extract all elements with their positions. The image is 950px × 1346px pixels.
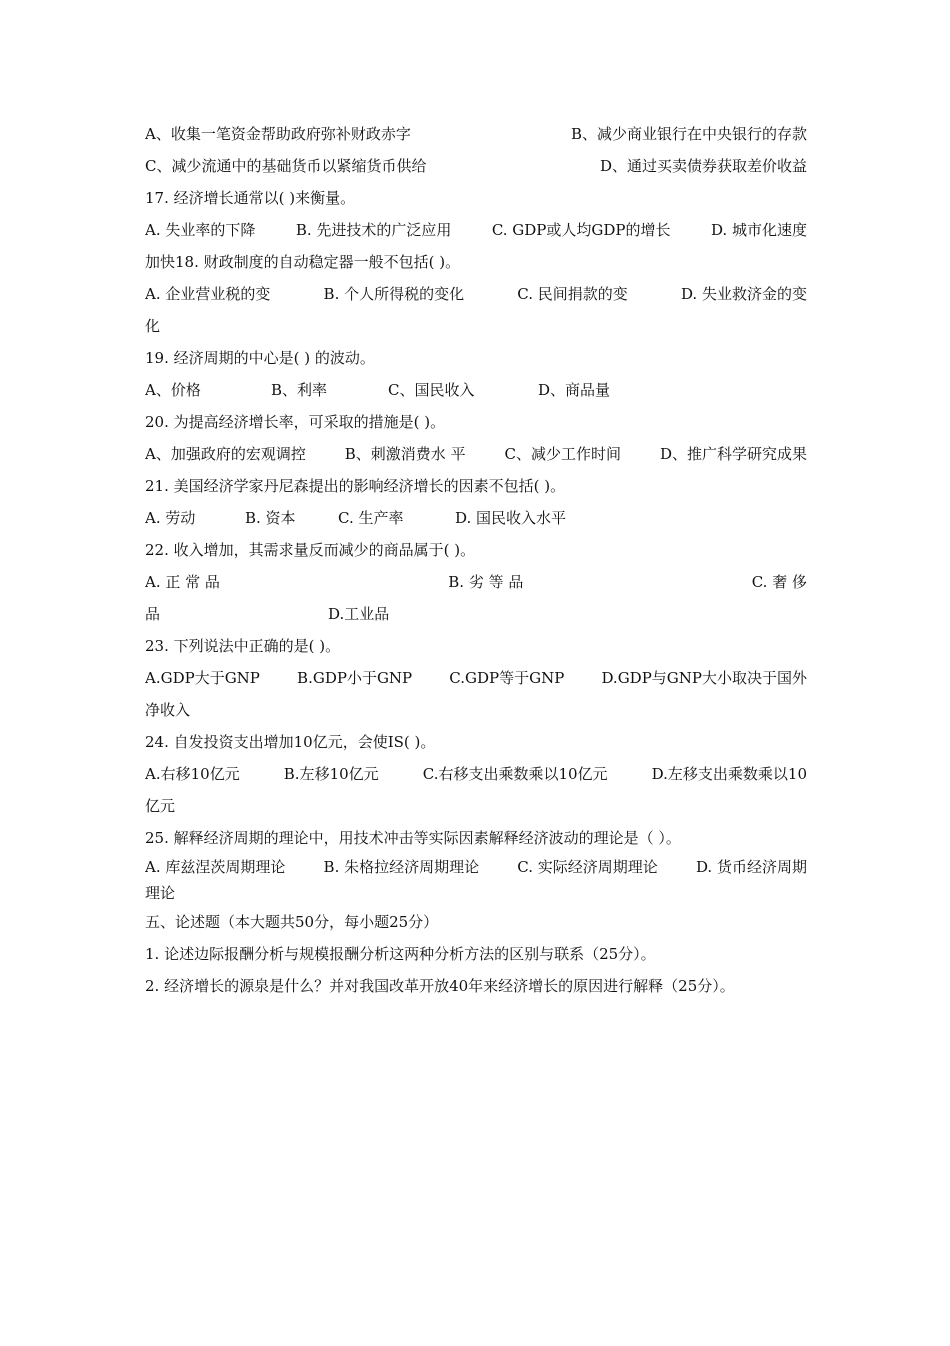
q18-continuation: 化 (145, 317, 161, 335)
option-a: A. 失业率的下降 (145, 221, 256, 239)
option-b: B、减少商业银行在中央银行的存款 (570, 125, 807, 143)
q17-continuation-q18 (145, 246, 807, 278)
option-c: C. 奢 侈 (751, 573, 807, 591)
q21-question: 21. 美国经济学家丹尼森提出的影响经济增长的因素不包括( )。 (145, 477, 566, 495)
option-b: B. 个人所得税的变化 (323, 285, 465, 303)
q17-question: 17. 经济增长通常以( )来衡量。 (145, 189, 356, 207)
option-b: B. 劣 等 品 (448, 573, 524, 591)
q19-options (145, 374, 807, 406)
option-b: B. 朱格拉经济周期理论 (323, 858, 480, 876)
q23-question: 23. 下列说法中正确的是( )。 (145, 637, 341, 655)
option-a: A. 企业营业税的变 (145, 285, 271, 303)
q25-options (145, 854, 807, 880)
q16-options-ab (145, 118, 807, 150)
option-d: D.工业品 (328, 605, 390, 623)
option-b: B. 资本 (245, 509, 296, 527)
q22-options (145, 566, 807, 598)
option-a: A. 库兹涅茨周期理论 (145, 858, 286, 876)
option-a: A、加强政府的宏观调控 (145, 445, 306, 463)
q23-options (145, 662, 807, 694)
q24-options (145, 758, 807, 790)
option-d: D. 货币经济周期 (695, 858, 807, 876)
option-a: A.GDP大于GNP (145, 669, 260, 687)
q20-options (145, 438, 807, 470)
q20-question: 20. 为提高经济增长率，可采取的措施是( )。 (145, 413, 446, 431)
essay-question-2: 2. 经济增长的源泉是什么？并对我国改革开放40年来经济增长的原因进行解释（25分）。 (145, 977, 735, 995)
option-d: D. 城市化速度 (710, 221, 807, 239)
option-a: A.右移10亿元 (145, 765, 240, 783)
option-c: C. 实际经济周期理论 (517, 858, 658, 876)
option-d: D、推广科学研究成果 (659, 445, 807, 463)
essay-question-1: 1. 论述边际报酬分析与规模报酬分析这两种分析方法的区别与联系（25分）。 (145, 945, 656, 963)
option-a: A. 正 常 品 (145, 573, 220, 591)
option-a: A. 劳动 (145, 509, 196, 527)
option-d: D. 国民收入水平 (455, 509, 567, 527)
q25-continuation: 理论 (145, 884, 176, 902)
option-c: C.右移支出乘数乘以10亿元 (422, 765, 608, 783)
q23-continuation: 净收入 (145, 701, 191, 719)
option-c: C. 民间捐款的变 (517, 285, 628, 303)
q22-options-cont (145, 598, 807, 630)
option-b: B、刺激消费水 平 (344, 445, 466, 463)
option-b: B.左移10亿元 (283, 765, 379, 783)
option-c: C. GDP或人均GDP的增长 (491, 221, 671, 239)
option-c: C、减少工作时间 (504, 445, 621, 463)
q25-question: 25. 解释经济周期的理论中，用技术冲击等实际因素解释经济波动的理论是（ ）。 (145, 829, 681, 847)
option-c-continuation: 品 (145, 605, 161, 623)
option-a: A、价格 (145, 381, 201, 399)
option-b: B.GDP小于GNP (297, 669, 413, 687)
option-b: B. 先进技术的广泛应用 (295, 221, 452, 239)
section-5-heading: 五、论述题（本大题共50分，每小题25分） (145, 913, 439, 931)
q18-options (145, 278, 807, 310)
option-d: D.GDP与GNP大小取决于国外 (601, 669, 807, 687)
q19-question: 19. 经济周期的中心是( ) 的波动。 (145, 349, 375, 367)
option-c: C. 生产率 (338, 509, 404, 527)
q16-options-cd (145, 150, 807, 182)
option-c: C、国民收入 (388, 381, 475, 399)
q24-question: 24. 自发投资支出增加10亿元，会使IS( )。 (145, 733, 436, 751)
option-b: B、利率 (271, 381, 328, 399)
q18-question: 18. 财政制度的自动稳定器一般不包括( )。 (175, 253, 461, 271)
q17-options (145, 214, 807, 246)
option-d: D、通过买卖债券获取差价收益 (599, 157, 807, 175)
q22-question: 22. 收入增加，其需求量反而减少的商品属于( )。 (145, 541, 476, 559)
option-d: D. 失业救济金的变 (680, 285, 807, 303)
option-c: C、减少流通中的基础货币以紧缩货币供给 (145, 157, 427, 175)
exam-page (145, 118, 807, 1002)
option-d: D.左移支出乘数乘以10 (651, 765, 807, 783)
q21-options (145, 502, 807, 534)
q24-continuation: 亿元 (145, 797, 176, 815)
option-a: A、收集一笔资金帮助政府弥补财政赤字 (145, 125, 411, 143)
option-c: C.GDP等于GNP (449, 669, 565, 687)
option-d-continuation: 加快 (145, 253, 176, 271)
option-d: D、商品量 (538, 381, 611, 399)
